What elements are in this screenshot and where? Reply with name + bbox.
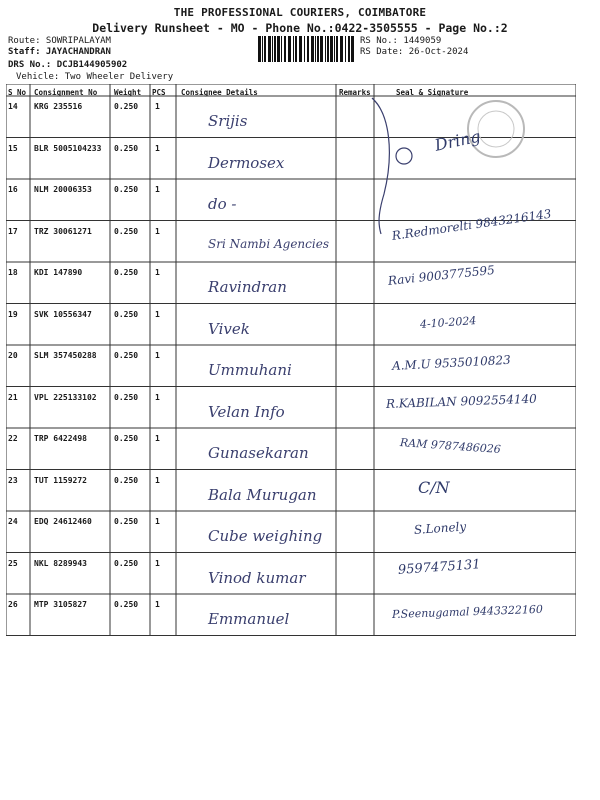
row-weight: 0.250 xyxy=(114,268,139,277)
row-sno: 21 xyxy=(8,392,18,402)
row-pcs: 1 xyxy=(155,600,160,609)
row-consignment-no: SVK 10556347 xyxy=(34,309,92,319)
row-signature-handwritten: R.Redmorelti 9843216143 xyxy=(391,206,553,243)
staff-label: Staff: JAYACHANDRAN xyxy=(8,47,111,57)
row-sno: 23 xyxy=(8,475,18,485)
col-header-remarks: Remarks xyxy=(339,88,371,97)
row-sno: 20 xyxy=(8,351,18,360)
row-pcs: 1 xyxy=(155,558,160,568)
row-pcs: 1 xyxy=(155,226,160,236)
row-consignment-no: TRZ 30061271 xyxy=(34,226,92,236)
row-consignment-no: TRP 6422498 xyxy=(34,434,87,443)
col-header-consignment: Consignment No xyxy=(34,88,98,97)
barcode-bar xyxy=(288,36,291,62)
row-sno: 19 xyxy=(8,309,18,319)
barcode-bar xyxy=(299,36,302,62)
row-consignment-no: NKL 8289943 xyxy=(34,558,87,568)
barcode-bar xyxy=(277,36,280,62)
row-consignee-handwritten: Cube weighing xyxy=(208,527,323,545)
col-header-weight: Weight xyxy=(114,88,142,97)
row-weight: 0.250 xyxy=(114,558,139,568)
row-signature-handwritten: A.M.U 9535010823 xyxy=(391,352,512,373)
barcode-bar xyxy=(274,36,276,62)
barcode-bar xyxy=(351,36,354,62)
row-sno: 17 xyxy=(8,226,18,236)
row-sno: 22 xyxy=(8,434,18,443)
barcode-bar xyxy=(330,36,333,62)
barcode-bar xyxy=(264,36,266,62)
row-consignment-no: KRG 235516 xyxy=(34,102,83,111)
row-weight: 0.250 xyxy=(114,143,139,153)
barcode-bar xyxy=(272,36,273,62)
row-consignment-no: VPL 225133102 xyxy=(34,392,97,402)
row-pcs: 1 xyxy=(155,475,160,485)
barcode-bar xyxy=(327,36,329,62)
row-sno: 14 xyxy=(8,102,18,111)
route-label: Route: SOWRIPALAYAM xyxy=(8,36,111,46)
row-pcs: 1 xyxy=(155,143,160,153)
barcode-bar xyxy=(307,36,309,62)
runsheet-title: Delivery Runsheet - MO - Phone No.:0422-3505555 - Page No.:2 xyxy=(92,21,508,35)
barcode-bar xyxy=(315,36,316,62)
row-consignee-handwritten: Ravindran xyxy=(208,278,287,296)
row-sno: 18 xyxy=(8,268,18,277)
drs-number: DRS No.: DCJB144905902 xyxy=(8,60,128,70)
vehicle-label: Vehicle: Two Wheeler Delivery xyxy=(16,72,174,82)
barcode-bar xyxy=(262,36,263,62)
barcode-bar xyxy=(258,36,261,62)
row-pcs: 1 xyxy=(155,309,160,319)
row-consignment-no: TUT 1159272 xyxy=(34,475,87,485)
row-consignment-no: NLM 20006353 xyxy=(34,185,92,194)
row-weight: 0.250 xyxy=(114,392,139,402)
row-pcs: 1 xyxy=(155,517,160,526)
barcode-bar xyxy=(340,36,343,62)
row-signature-handwritten: P.Seenugamal 9443322160 xyxy=(391,602,544,621)
barcode-bar xyxy=(336,36,338,62)
row-sno: 24 xyxy=(8,517,18,526)
barcode-bar xyxy=(348,36,350,62)
barcode-bar xyxy=(311,36,314,62)
col-header-signature: Seal & Signature xyxy=(396,88,469,97)
row-weight: 0.250 xyxy=(114,475,139,485)
row-consignee-handwritten: Ummuhani xyxy=(208,361,292,379)
barcode-image xyxy=(258,36,356,62)
row-sno: 16 xyxy=(8,185,18,194)
row-consignee-handwritten: Vivek xyxy=(208,319,250,338)
row-consignment-no: MTP 3105827 xyxy=(34,600,87,609)
barcode-bar xyxy=(325,36,326,62)
row-weight: 0.250 xyxy=(114,309,139,319)
row-pcs: 1 xyxy=(155,268,160,277)
row-consignee-handwritten: do - xyxy=(208,195,237,213)
barcode-bar xyxy=(317,36,319,62)
row-signature-handwritten: 4-10-2024 xyxy=(419,313,477,331)
row-sno: 26 xyxy=(8,600,18,609)
row-consignee-handwritten: Vinod kumar xyxy=(208,568,306,587)
row-consignee-handwritten: Srijis xyxy=(208,112,248,130)
row-signature-handwritten: C/N xyxy=(418,477,450,497)
row-pcs: 1 xyxy=(155,185,160,194)
row-weight: 0.250 xyxy=(114,434,139,443)
row-consignee-handwritten: Gunasekaran xyxy=(208,444,309,462)
row-signature-handwritten: 9597475131 xyxy=(397,556,482,578)
row-signature-handwritten: S.Lonely xyxy=(413,519,467,537)
row-consignee-handwritten: Velan Info xyxy=(208,402,285,421)
row-consignee-handwritten: Bala Murugan xyxy=(208,485,317,504)
row-consignment-no: SLM 357450288 xyxy=(34,351,97,360)
rs-date: RS Date: 26-Oct-2024 xyxy=(360,47,469,57)
row-sno: 25 xyxy=(8,558,18,568)
row-signature-handwritten: RAM 9787486026 xyxy=(399,436,502,457)
company-title: THE PROFESSIONAL COURIERS, COIMBATORE xyxy=(173,6,427,19)
row-consignment-no: BLR 5005104233 xyxy=(34,143,102,153)
barcode-bar xyxy=(293,36,294,62)
row-consignment-no: EDQ 24612460 xyxy=(34,517,92,526)
barcode-bar xyxy=(320,36,323,62)
row-weight: 0.250 xyxy=(114,517,139,526)
row-weight: 0.250 xyxy=(114,600,139,609)
row-signature-handwritten: R.KABILAN 9092554140 xyxy=(385,391,538,411)
row-consignment-no: KDI 147890 xyxy=(34,268,83,277)
row-consignee-handwritten: Emmanuel xyxy=(208,610,290,628)
row-weight: 0.250 xyxy=(114,102,139,111)
col-header-consignee: Consignee Details xyxy=(181,88,258,97)
row-weight: 0.250 xyxy=(114,185,139,194)
row-weight: 0.250 xyxy=(114,351,139,360)
barcode-bar xyxy=(334,36,335,62)
row-weight: 0.250 xyxy=(114,226,139,236)
row-sno: 15 xyxy=(8,143,18,153)
barcode-bar xyxy=(304,36,305,62)
col-header-sno: S No xyxy=(8,88,27,97)
barcode-bar xyxy=(345,36,346,62)
row-consignee-handwritten: Dermosex xyxy=(208,153,285,172)
barcode-bar xyxy=(284,36,286,62)
row-pcs: 1 xyxy=(155,392,160,402)
row-pcs: 1 xyxy=(155,102,160,111)
barcode-bar xyxy=(268,36,271,62)
col-header-pcs: PCS xyxy=(152,88,166,97)
row-signature-handwritten: Dring xyxy=(433,126,483,155)
row-consignee-handwritten: Sri Nambi Agencies xyxy=(208,236,329,251)
row-pcs: 1 xyxy=(155,434,160,443)
remarks-bracket-mark xyxy=(372,98,412,234)
row-pcs: 1 xyxy=(155,351,160,360)
rs-number: RS No.: 1449059 xyxy=(360,36,442,46)
row-signature-handwritten: Ravi 9003775595 xyxy=(387,262,496,288)
barcode-bar xyxy=(281,36,282,62)
barcode-bar xyxy=(295,36,297,62)
